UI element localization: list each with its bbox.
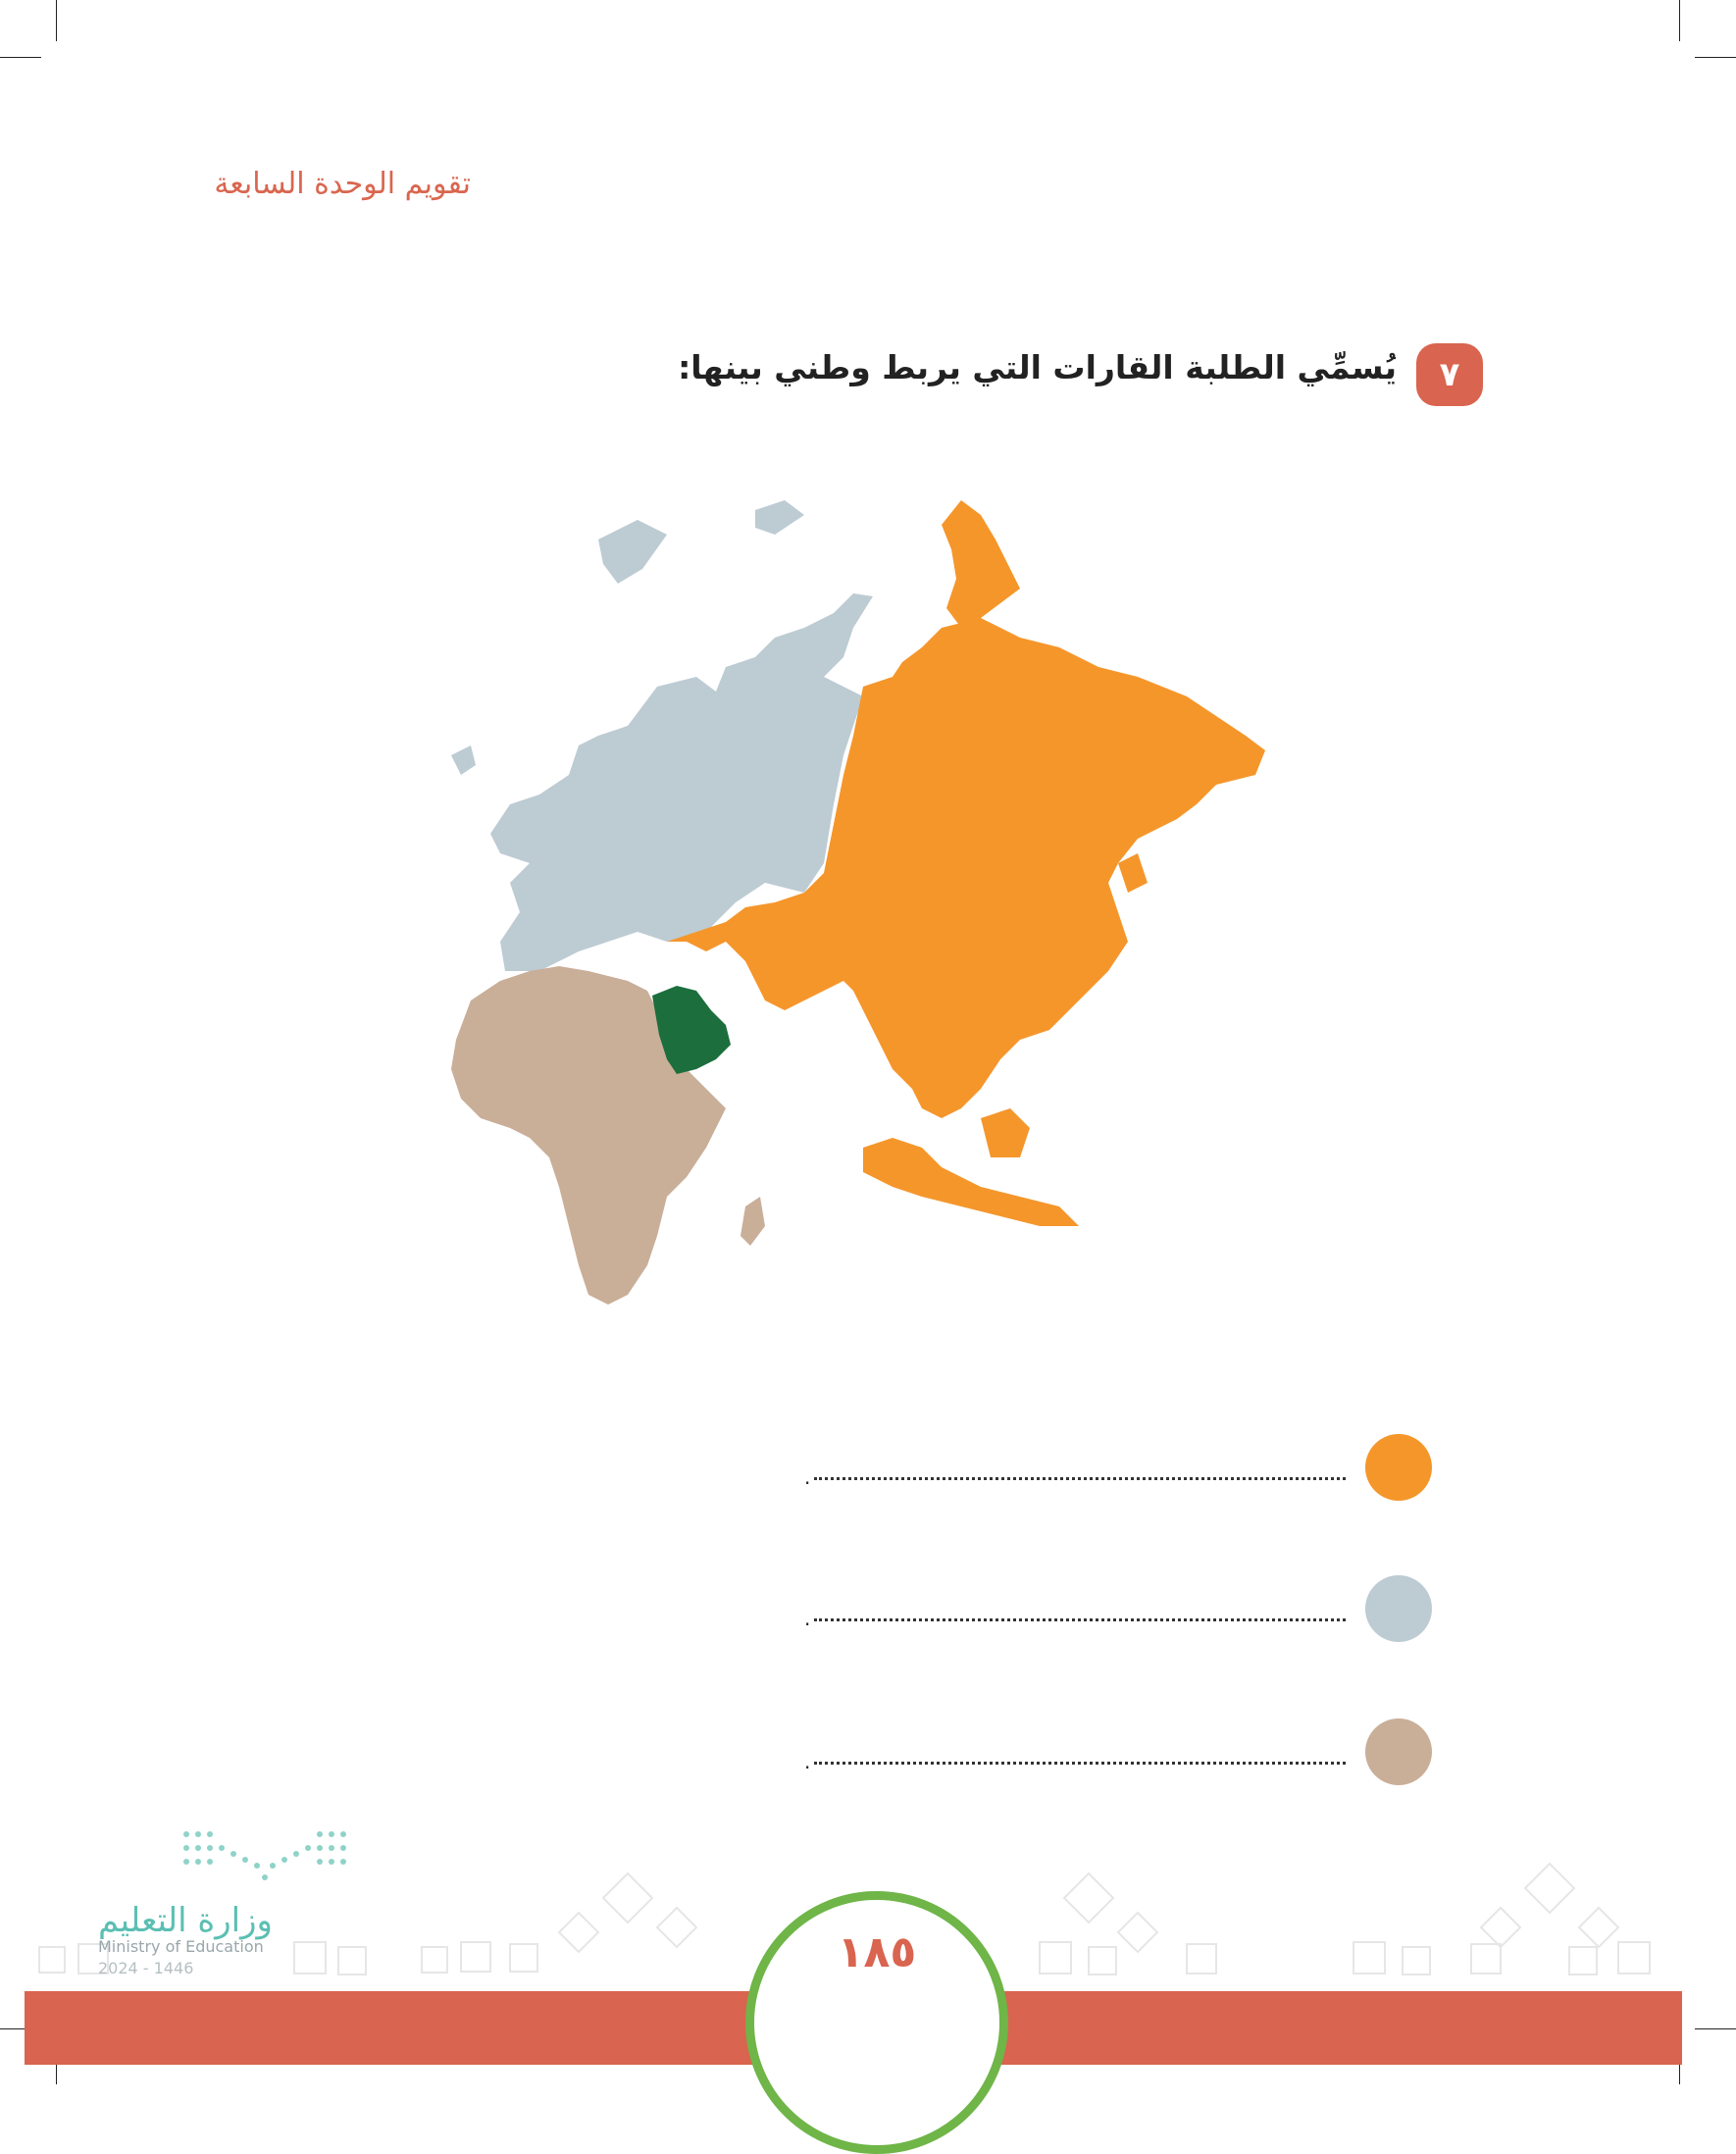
europe-color-dot: [1365, 1575, 1432, 1642]
africa-region: [451, 966, 765, 1305]
unit-title: تقويم الوحدة السابعة: [214, 167, 471, 201]
crop-mark: [1695, 2028, 1736, 2029]
answer-line[interactable]: [814, 1477, 1346, 1480]
answer-row-africa: [804, 1718, 1432, 1787]
answer-period: .: [804, 1465, 811, 1489]
answer-period: .: [804, 1607, 811, 1630]
answer-line[interactable]: [814, 1762, 1346, 1765]
answer-row-europe: [804, 1575, 1432, 1644]
answer-line[interactable]: [814, 1618, 1346, 1621]
answer-period: .: [804, 1750, 811, 1773]
continents-map: [432, 481, 1403, 1324]
question-text: يُسمِّي الطلبة القارات التي يربط وطني بينها:: [678, 348, 1397, 386]
africa-color-dot: [1365, 1718, 1432, 1785]
ministry-name-english: Ministry of Education: [98, 1937, 264, 1956]
edition-year: 2024 - 1446: [98, 1959, 194, 1977]
ministry-logo-icon: [177, 1826, 353, 1885]
crop-mark: [1695, 57, 1736, 58]
page-number: ١٨٥: [837, 1927, 917, 1977]
ministry-name-arabic: وزارة التعليم: [98, 1901, 273, 1940]
question-number-badge: ٧: [1416, 343, 1483, 406]
crop-mark: [1679, 0, 1680, 41]
crop-mark: [56, 0, 57, 41]
answer-row-asia: [804, 1434, 1432, 1503]
asia-color-dot: [1365, 1434, 1432, 1501]
crop-mark: [0, 57, 41, 58]
